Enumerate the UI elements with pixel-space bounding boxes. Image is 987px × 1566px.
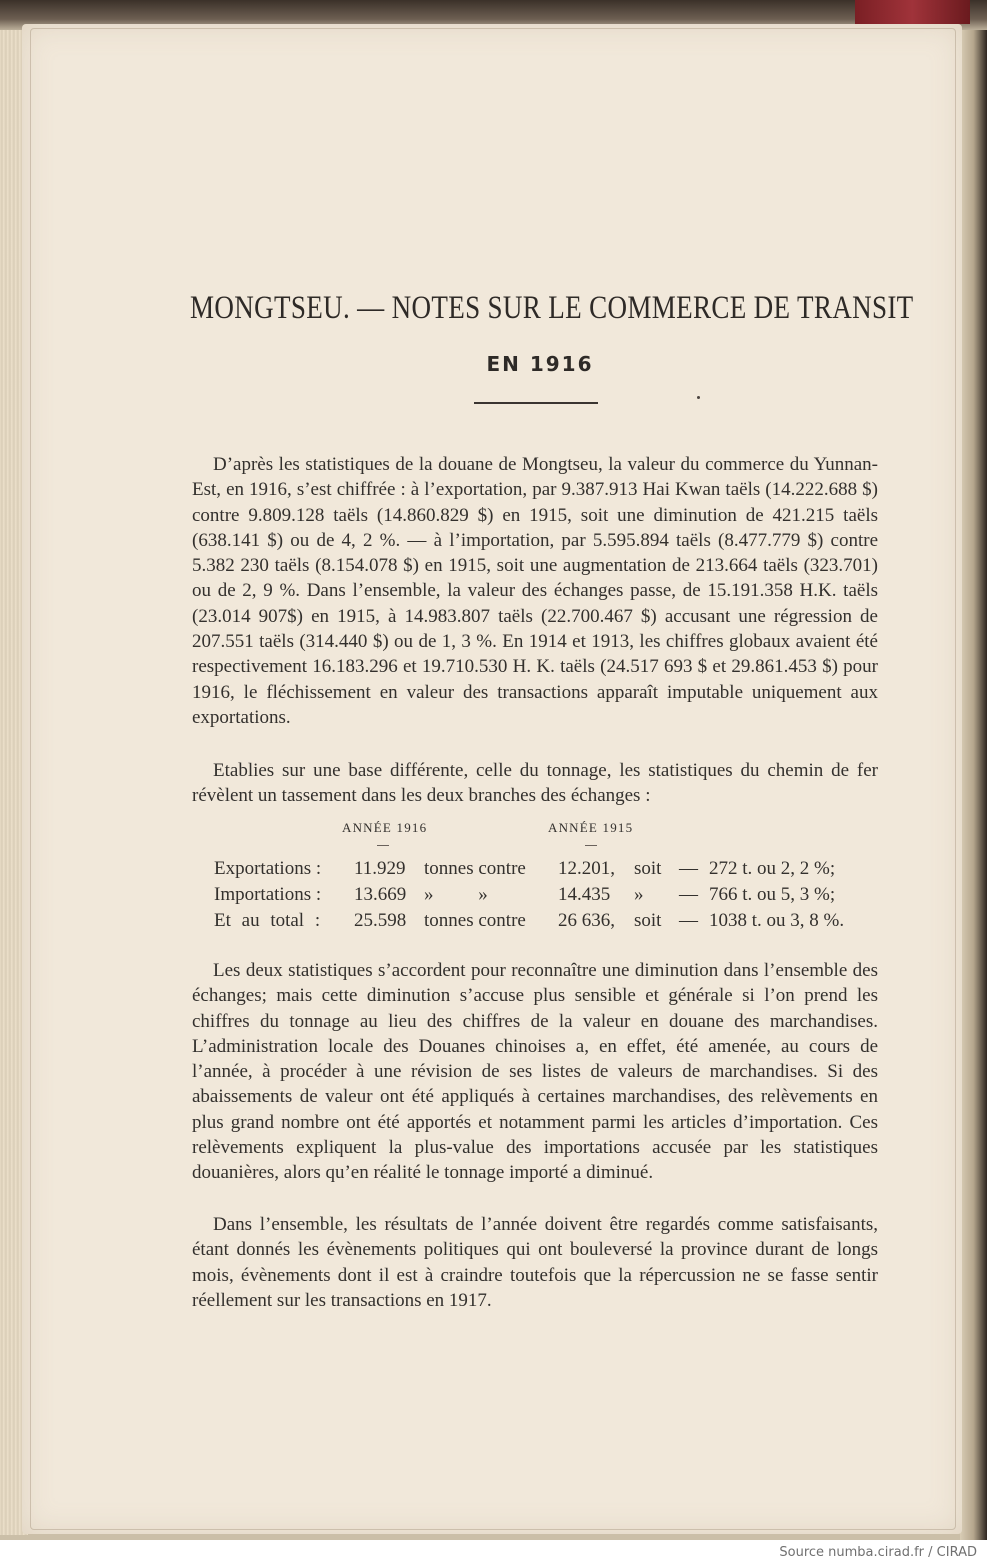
paragraph-text: Les deux statistiques s’accordent pour reconnaître une diminution dans l’ensemble des échanges; mais cette diminution s’accuse plus sensible et générale si l’on prend les chiffres du tonnage au lieu des chiffres de la valeur en douane des marchandises. L’administration locale des Douanes chinoises a, en effet, été amenée, au cours de l’année, à procéder à une révision de ses listes de valeurs de marchandises. Si des abaissements de valeur ont été appliqués à certaines marchandises, des relèvements en plus grand nombre ont été apportés et notamment parmi les articles d’importation. Ces relèvements expliquent la plus-value des importations accusée par les statistiques douanières, alors qu’en réalité le tonnage importé a diminué. — [192, 960, 878, 1184]
difference: 766 t. ou 5, 3 %; — [709, 884, 836, 905]
row-label: Exportations : — [214, 858, 322, 879]
book-right-edge — [960, 30, 987, 1540]
row-label: Et au total : — [214, 910, 321, 931]
value-1916: 25.598 — [354, 910, 407, 931]
dash: — — [679, 858, 698, 879]
dash: — — [679, 884, 698, 905]
paragraph-text: Etablies sur une base différente, celle du tonnage, les statistiques du chemin de fer révèlent un tassement dans les deux branches des échanges : — [192, 760, 878, 807]
paragraph-text: D’après les statistiques de la douane de Mongtseu, la valeur du commerce du Yunnan-Est, en 1916, s’est chiffrée : à l’exportation, par 9.387.913 Hai Kwan taëls (14.222.688 $) contre 9.809.128 taëls (14.860.829 $) en 1915, soit une diminution de 421.215 taëls (638.141 $) ou de 4, 2 %. — à l’importation, par 5.595.894 taëls (8.477.779 $) contre 5.382 230 taëls (8.154.078 $) en 1915, soit une augmentation de 213.664 taëls (323.701) ou de 2, 9 %. Dans l’ensemble, la valeur des échanges passe, de 15.191.358 H.K. taëls (23.014 907$) en 1915, à 14.983.807 taëls (22.700.467 $) accusant une régression de 207.551 taëls (314.440 $) ou de 1, 3 %. En 1914 et 1913, les chiffres globaux avaient été respectivement 16.183.296 et 19.710.530 H. K. taëls (24.517 693 $ et 29.861.453 $) pour 1916, le fléchissement en valeur des transactions apparaît imputable uniquement aux exportations. — [192, 454, 878, 728]
source-credit: Source numba.cirad.fr / CIRAD — [779, 1545, 977, 1560]
paragraph-3 — [192, 958, 878, 1186]
unit-text: tonnes contre — [424, 910, 526, 931]
value-1915: 26 636, — [558, 910, 615, 931]
title-rule — [474, 402, 598, 404]
qualifier: soit — [634, 858, 662, 879]
unit-text: tonnes contre — [424, 858, 526, 879]
tonnage-table — [214, 858, 884, 936]
table-header-1916: ANNÉE 1916 — [342, 820, 428, 835]
qualifier: soit — [634, 910, 662, 931]
paragraph-1 — [192, 452, 878, 730]
page-title: MONGTSEU. — NOTES SUR LE COMMERCE DE TRANSIT — [190, 290, 914, 326]
value-1916: 13.669 — [354, 884, 407, 905]
header-dash — [377, 845, 389, 846]
difference: 272 t. ou 2, 2 %; — [709, 858, 836, 879]
paragraph-2 — [192, 758, 878, 809]
value-1915: 12.201, — [558, 858, 615, 879]
table-header-1915: ANNÉE 1915 — [548, 820, 634, 835]
table-row-total — [214, 910, 884, 936]
unit-text: » » — [424, 884, 488, 905]
difference: 1038 t. ou 3, 8 %. — [709, 910, 845, 931]
paragraph-text: Dans l’ensemble, les résultats de l’année doivent être regardés comme satisfaisants, étant donnés les évènements politiques qui ont bouleversé la province durant de longs mois, évènements dont il est à craindre toutefois que la répercussion ne se fasse sentir réellement sur les transactions en 1917. — [192, 1214, 878, 1311]
qualifier: » — [634, 884, 644, 905]
paragraph-4 — [192, 1212, 878, 1313]
value-1916: 11.929 — [354, 858, 406, 879]
page-subtitle: EN 1916 — [486, 352, 594, 376]
dash: — — [679, 910, 698, 931]
value-1915: 14.435 — [558, 884, 611, 905]
ink-dot — [697, 396, 700, 399]
bookmark-ribbon — [855, 0, 970, 24]
table-row-importations — [214, 884, 884, 910]
header-dash — [585, 845, 597, 846]
table-row-exportations — [214, 858, 884, 884]
row-label: Importations : — [214, 884, 322, 905]
